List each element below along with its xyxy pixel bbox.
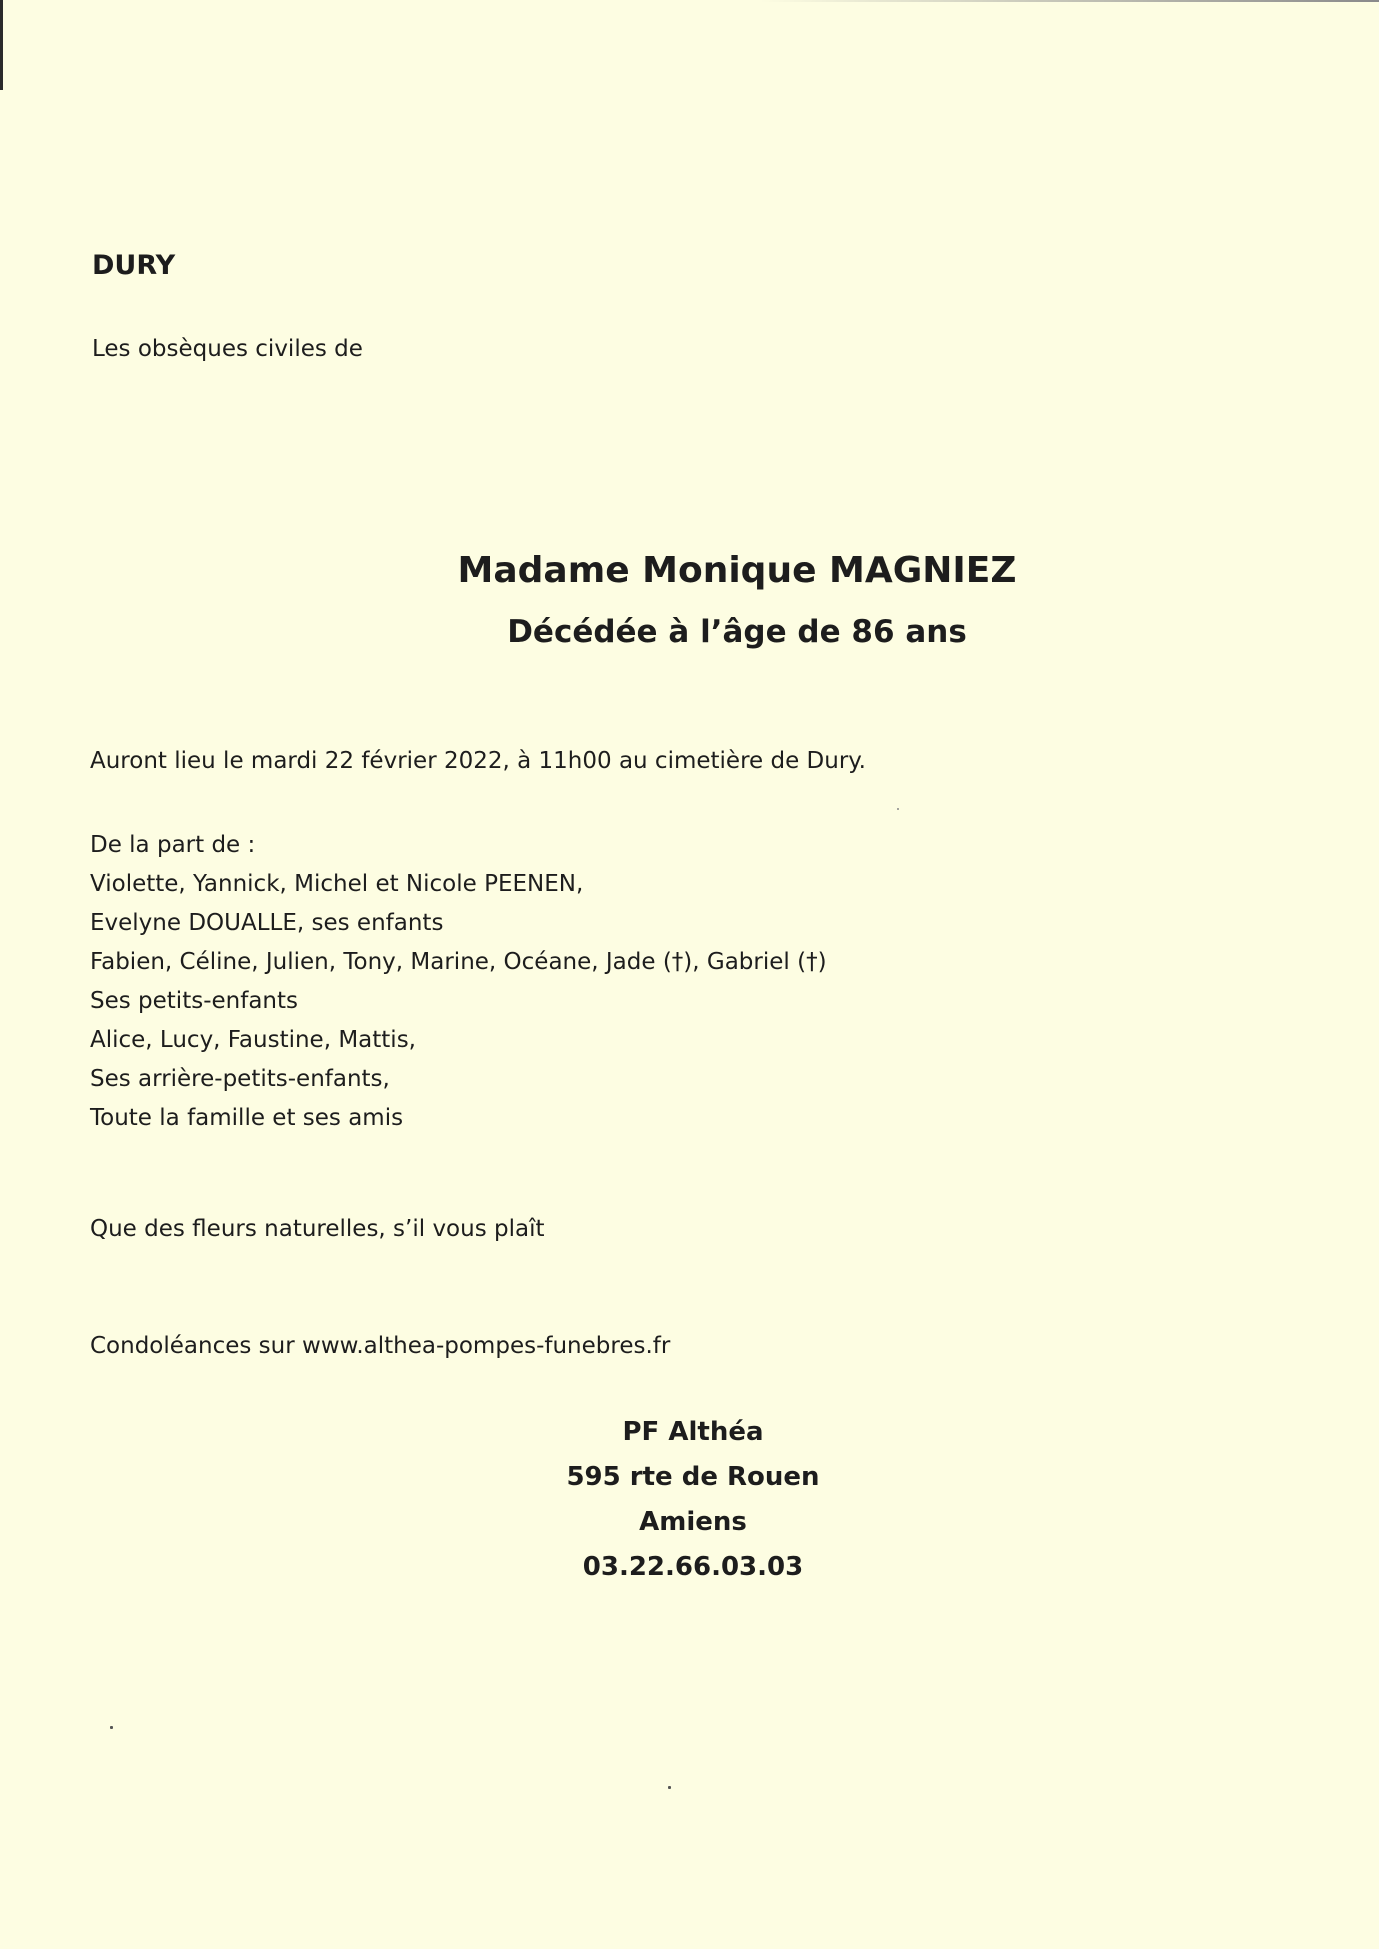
- funeral-home-name: PF Althéa: [622, 1417, 764, 1447]
- family-line: De la part de :: [90, 832, 256, 858]
- family-line: Violette, Yannick, Michel et Nicole PEENEN,: [90, 871, 584, 897]
- flowers-note: Que des fleurs naturelles, s’il vous plaît: [90, 1216, 545, 1242]
- funeral-home-block: [530, 1410, 856, 1590]
- location-heading: DURY: [92, 250, 176, 281]
- family-line: Toute la famille et ses amis: [90, 1105, 404, 1131]
- intro-text: Les obsèques civiles de: [92, 336, 363, 362]
- condolences-note: Condoléances sur www.althea-pompes-funebres.fr: [90, 1333, 671, 1359]
- deceased-name: Madame Monique MAGNIEZ: [457, 550, 1017, 591]
- funeral-home-address: 595 rte de Rouen: [566, 1462, 820, 1492]
- family-list: [90, 826, 827, 1138]
- funeral-home-phone: 03.22.66.03.03: [582, 1552, 804, 1582]
- family-line: Fabien, Céline, Julien, Tony, Marine, Océane, Jade (†), Gabriel (†): [90, 949, 827, 975]
- family-line: Alice, Lucy, Faustine, Mattis,: [90, 1027, 416, 1053]
- ceremony-details: Auront lieu le mardi 22 février 2022, à 11h00 au cimetière de Dury.: [90, 748, 866, 774]
- family-line: Ses petits-enfants: [90, 988, 298, 1014]
- scan-speck: [668, 1786, 671, 1789]
- scan-edge-top: [760, 0, 1379, 2]
- deceased-age: Décédée à l’âge de 86 ans: [507, 614, 967, 650]
- family-line: Ses arrière-petits-enfants,: [90, 1066, 390, 1092]
- family-line: Evelyne DOUALLE, ses enfants: [90, 910, 444, 936]
- scan-speck: [897, 808, 899, 810]
- funeral-home-city: Amiens: [639, 1507, 747, 1537]
- scan-edge-left: [0, 0, 3, 90]
- scan-speck: [110, 1726, 113, 1729]
